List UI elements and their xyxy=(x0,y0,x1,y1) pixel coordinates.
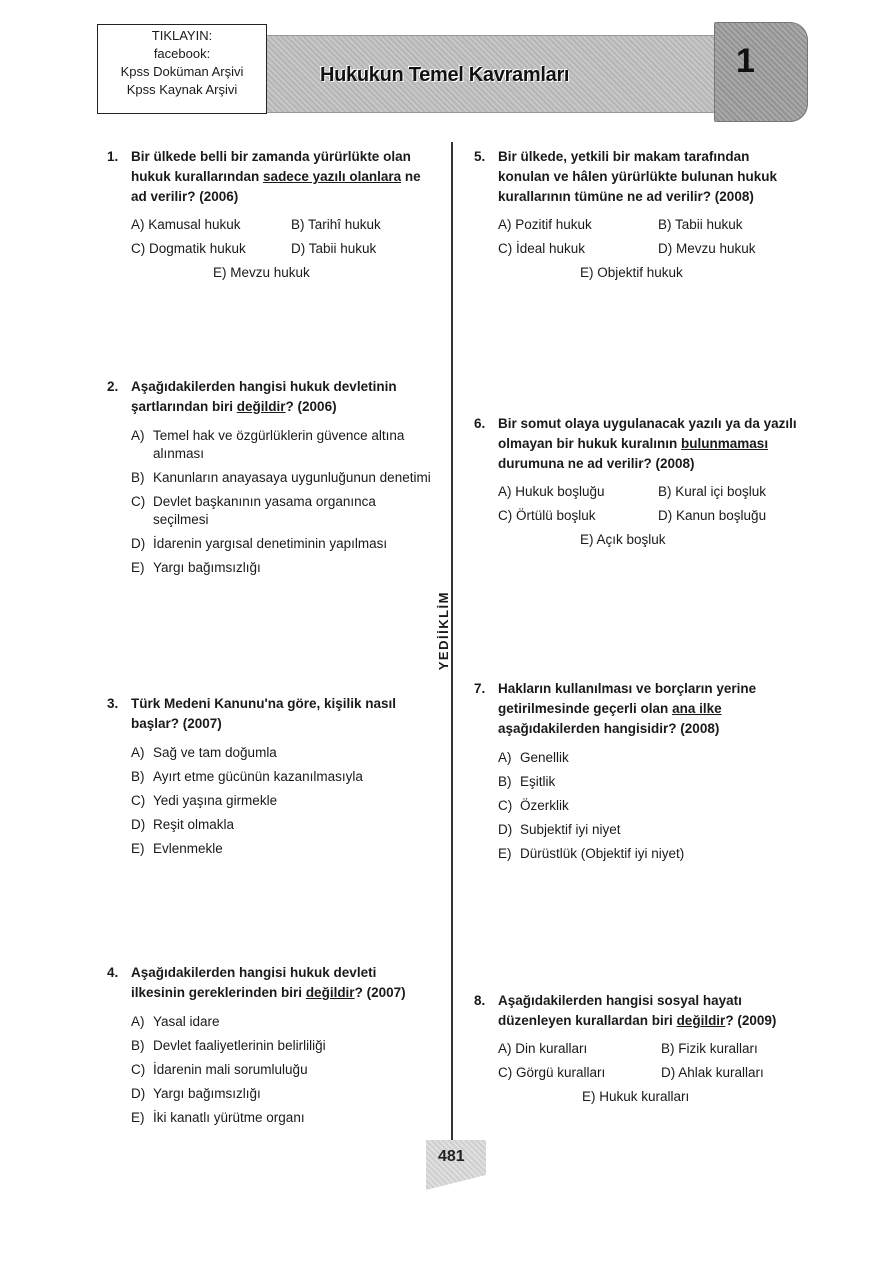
question-stem: 1. Bir ülkede belli bir zamanda yürürlükte olan hukuk kurallarından sadece yazılı olanlara ne ad verilir? (2006) xyxy=(107,149,421,204)
option-c[interactable]: C) Devlet başkanının yasama organınca seçilmesi xyxy=(131,494,376,527)
options-list xyxy=(131,1013,432,1127)
option-b[interactable]: B) Ayırt etme gücünün kazanılmasıyla xyxy=(131,769,363,784)
question-1 xyxy=(107,147,432,287)
option-a[interactable]: A) Temel hak ve özgürlüklerin güvence altına alınması xyxy=(131,428,405,461)
promo-box xyxy=(97,24,267,114)
question-8 xyxy=(474,991,804,1111)
option-d[interactable]: D) Yargı bağımsızlığı xyxy=(131,1086,261,1101)
option-c[interactable]: C) Özerklik xyxy=(498,798,569,813)
publisher-brand: YEDİİKLİM xyxy=(436,588,451,673)
option-e[interactable]: E) Evlenmekle xyxy=(131,841,223,856)
option-b[interactable]: B) Tabii hukuk xyxy=(658,217,743,232)
column-divider xyxy=(451,142,453,1142)
option-d[interactable]: D) Subjektif iyi niyet xyxy=(498,822,621,837)
option-e[interactable]: E) Dürüstlük (Objektif iyi niyet) xyxy=(498,846,685,861)
question-stem: 6. Bir somut olaya uygulanacak yazılı ya da yazılı olmayan bir hukuk kuralının bulunmaması durumuna ne ad verilir? (2008) xyxy=(474,416,797,471)
option-d[interactable]: D) Kanun boşluğu xyxy=(658,508,767,523)
options-grid xyxy=(498,1041,804,1111)
question-stem: 7. Hakların kullanılması ve borçların yerine getirilmesinde geçerli olan ana ilke aşağıdakilerden hangisidir? (2008) xyxy=(474,681,757,736)
question-stem: 5. Bir ülkede, yetkili bir makam tarafından konulan ve hâlen yürürlükte bulunan hukuk kurallarının tümüne ne ad verilir? (2008) xyxy=(474,149,778,204)
chapter-title: Hukukun Temel Kavramları xyxy=(320,64,570,86)
option-a[interactable]: A) Yasal idare xyxy=(131,1014,220,1029)
option-c[interactable]: C) İdeal hukuk xyxy=(498,241,586,256)
question-stem: 8. Aşağıdakilerden hangisi sosyal hayatı düzenleyen kurallardan biri değildir? (2009) xyxy=(474,993,777,1028)
option-c[interactable]: C) Yedi yaşına girmekle xyxy=(131,793,278,808)
option-c[interactable]: C) Örtülü boşluk xyxy=(498,508,596,523)
options-grid xyxy=(498,217,804,287)
option-e[interactable]: E) Açık boşluk xyxy=(580,532,666,547)
option-b[interactable]: B) Tarihî hukuk xyxy=(291,217,381,232)
question-3 xyxy=(107,694,432,864)
option-a[interactable]: A) Sağ ve tam doğumla xyxy=(131,745,277,760)
option-d[interactable]: D) Tabii hukuk xyxy=(291,241,377,256)
option-e[interactable]: E) Mevzu hukuk xyxy=(213,265,310,280)
option-d[interactable]: D) İdarenin yargısal denetiminin yapılması xyxy=(131,536,388,551)
promo-line: TIKLAYIN: xyxy=(151,28,213,43)
options-list xyxy=(131,744,432,858)
question-stem: 3. Türk Medeni Kanunu'na göre, kişilik nasıl başlar? (2007) xyxy=(107,696,397,731)
question-stem: 2. Aşağıdakilerden hangisi hukuk devletinin şartlarından biri değildir? (2006) xyxy=(107,379,397,414)
option-e[interactable]: E) Yargı bağımsızlığı xyxy=(131,560,261,575)
option-c[interactable]: C) İdarenin mali sorumluluğu xyxy=(131,1062,308,1077)
option-d[interactable]: D) Reşit olmakla xyxy=(131,817,235,832)
option-b[interactable]: B) Eşitlik xyxy=(498,774,556,789)
options-grid xyxy=(131,217,432,287)
promo-line: Kpss Doküman Arşivi xyxy=(120,64,244,79)
question-7 xyxy=(474,679,804,869)
option-a[interactable]: A) Hukuk boşluğu xyxy=(498,484,605,499)
options-list xyxy=(131,427,431,577)
option-e[interactable]: E) Hukuk kuralları xyxy=(582,1089,690,1104)
option-d[interactable]: D) Mevzu hukuk xyxy=(658,241,756,256)
option-c[interactable]: C) Dogmatik hukuk xyxy=(131,241,246,256)
question-4 xyxy=(107,963,432,1133)
option-b[interactable]: B) Kural içi boşluk xyxy=(658,484,767,499)
promo-line: facebook: xyxy=(153,46,211,61)
option-a[interactable]: A) Pozitif hukuk xyxy=(498,217,592,232)
option-b[interactable]: B) Devlet faaliyetlerinin belirliliği xyxy=(131,1038,326,1053)
option-e[interactable]: E) İki kanatlı yürütme organı xyxy=(131,1110,305,1125)
option-b[interactable]: B) Fizik kuralları xyxy=(661,1041,758,1056)
page-number: 481 xyxy=(438,1148,465,1165)
option-a[interactable]: A) Genellik xyxy=(498,750,569,765)
options-grid xyxy=(498,484,804,554)
unit-number: 1 xyxy=(736,42,755,80)
option-c[interactable]: C) Görgü kuralları xyxy=(498,1065,606,1080)
promo-line: Kpss Kaynak Arşivi xyxy=(126,82,238,97)
question-5 xyxy=(474,147,804,287)
question-stem: 4. Aşağıdakilerden hangisi hukuk devleti ilkesinin gereklerinden biri değildir? (2007) xyxy=(107,965,406,1000)
option-a[interactable]: A) Kamusal hukuk xyxy=(131,217,241,232)
option-b[interactable]: B) Kanunların anayasaya uygunluğunun denetimi xyxy=(131,470,431,485)
option-a[interactable]: A) Din kuralları xyxy=(498,1041,588,1056)
unit-tab xyxy=(714,22,808,122)
question-2 xyxy=(107,377,432,583)
question-6 xyxy=(474,414,804,554)
option-e[interactable]: E) Objektif hukuk xyxy=(580,265,683,280)
option-d[interactable]: D) Ahlak kuralları xyxy=(661,1065,764,1080)
options-list xyxy=(498,749,804,863)
